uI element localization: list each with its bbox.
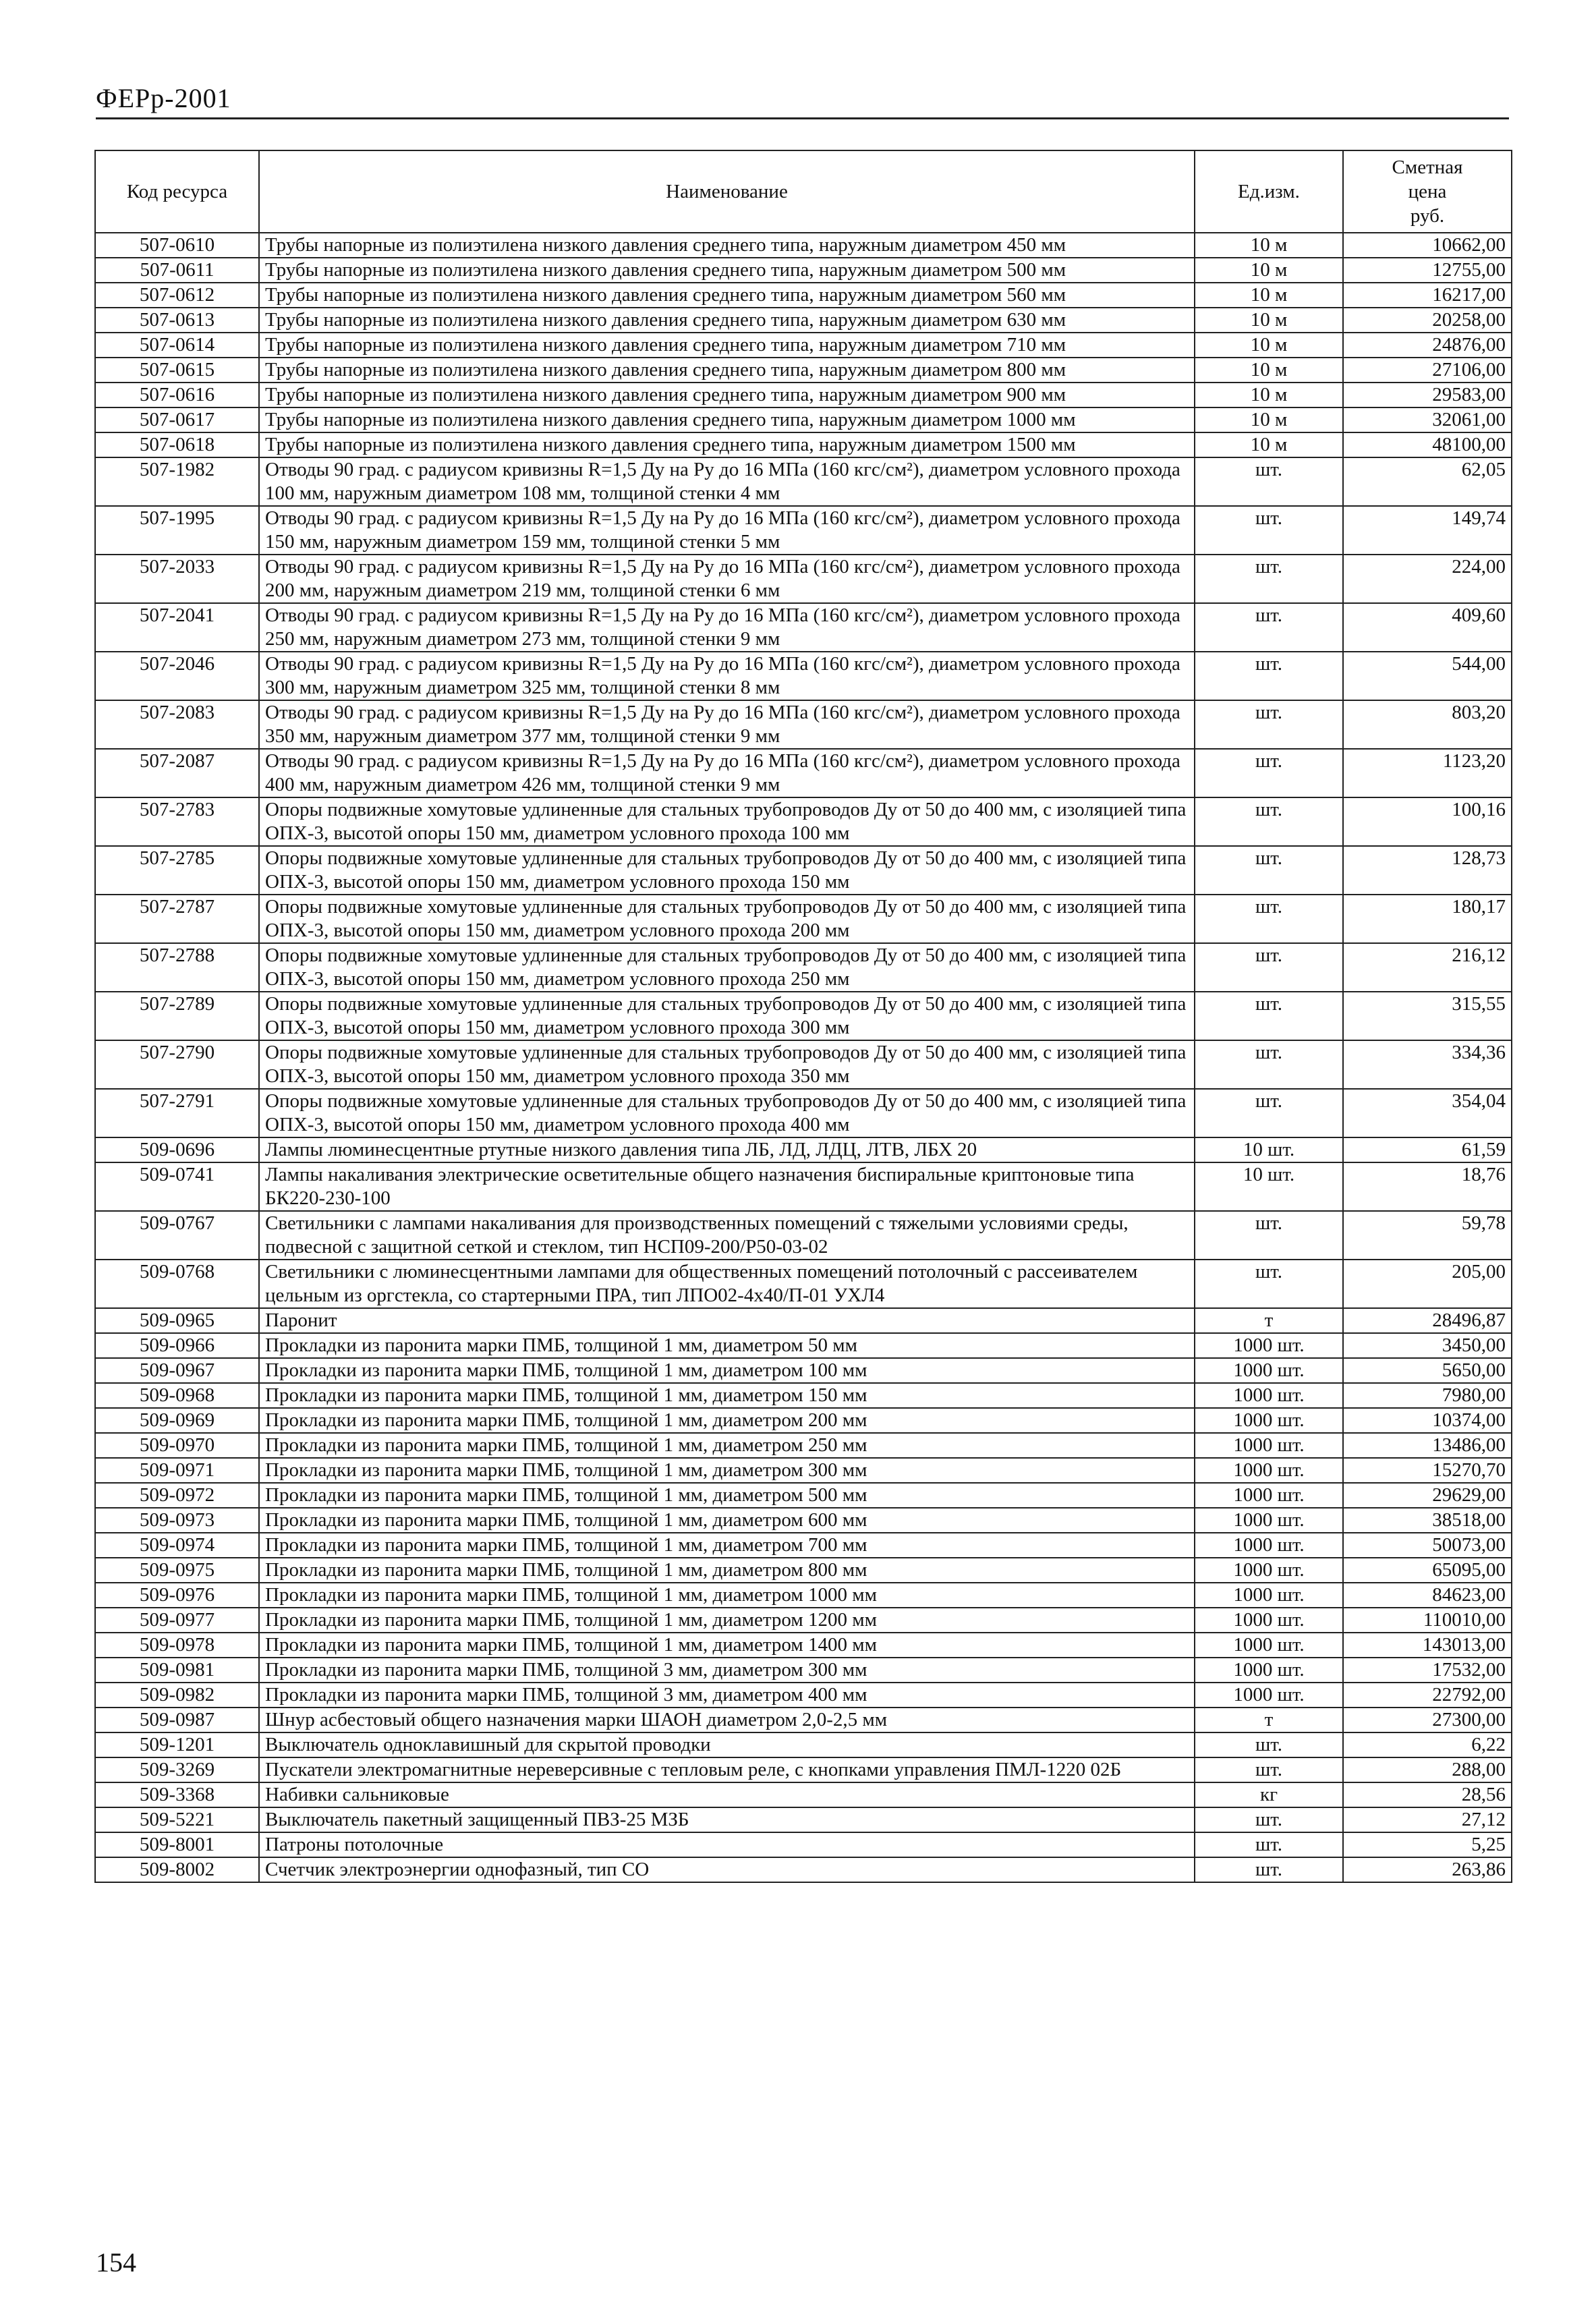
row-price: 5,25 [1343, 1832, 1512, 1857]
row-price: 12755,00 [1343, 258, 1512, 283]
table-row [95, 555, 1512, 603]
row-code: 509-0977 [95, 1608, 259, 1633]
row-code: 509-0982 [95, 1683, 259, 1708]
table-row [95, 1483, 1512, 1508]
row-code: 509-0973 [95, 1508, 259, 1533]
row-unit: 10 м [1195, 283, 1343, 308]
row-code: 509-0972 [95, 1483, 259, 1508]
row-price: 180,17 [1343, 895, 1512, 943]
row-price: 143013,00 [1343, 1633, 1512, 1658]
row-unit: шт. [1195, 1807, 1343, 1832]
row-name: Прокладки из паронита марки ПМБ, толщиной 1 мм, диаметром 200 мм [259, 1408, 1195, 1433]
row-unit: шт. [1195, 1732, 1343, 1757]
row-unit: 1000 шт. [1195, 1358, 1343, 1383]
row-code: 507-0612 [95, 283, 259, 308]
row-name: Трубы напорные из полиэтилена низкого давления среднего типа, наружным диаметром 560 мм [259, 283, 1195, 308]
row-name: Опоры подвижные хомутовые удлиненные для стальных трубопроводов Ду от 50 до 400 мм, с изоляцией типа ОПХ-3, высотой опоры 150 мм, диаметром условного прохода 200 мм [259, 895, 1195, 943]
row-unit: 1000 шт. [1195, 1483, 1343, 1508]
row-unit: шт. [1195, 603, 1343, 652]
table-row [95, 457, 1512, 506]
row-name: Патроны потолочные [259, 1832, 1195, 1857]
row-name: Прокладки из паронита марки ПМБ, толщиной 1 мм, диаметром 500 мм [259, 1483, 1195, 1508]
row-name: Прокладки из паронита марки ПМБ, толщиной 3 мм, диаметром 400 мм [259, 1683, 1195, 1708]
row-code: 509-0971 [95, 1458, 259, 1483]
row-unit: шт. [1195, 457, 1343, 506]
column-header-price-line1: Сметная [1392, 157, 1463, 178]
row-name: Прокладки из паронита марки ПМБ, толщиной 1 мм, диаметром 50 мм [259, 1333, 1195, 1358]
row-code: 509-8001 [95, 1832, 259, 1857]
row-code: 507-0618 [95, 432, 259, 457]
row-code: 509-3368 [95, 1782, 259, 1807]
row-unit: 1000 шт. [1195, 1683, 1343, 1708]
row-unit: 10 м [1195, 432, 1343, 457]
row-price: 18,76 [1343, 1162, 1512, 1211]
table-row [95, 1137, 1512, 1162]
row-unit: шт. [1195, 992, 1343, 1040]
row-code: 509-0741 [95, 1162, 259, 1211]
row-price: 16217,00 [1343, 283, 1512, 308]
row-name: Выключатель пакетный защищенный ПВЗ-25 МЗБ [259, 1807, 1195, 1832]
row-price: 84623,00 [1343, 1583, 1512, 1608]
table-row [95, 1857, 1512, 1882]
column-header-unit: Ед.изм. [1195, 150, 1343, 233]
row-code: 509-3269 [95, 1757, 259, 1782]
row-unit: шт. [1195, 1260, 1343, 1308]
row-unit: 10 м [1195, 308, 1343, 333]
row-price: 803,20 [1343, 700, 1512, 749]
row-name: Прокладки из паронита марки ПМБ, толщиной 1 мм, диаметром 600 мм [259, 1508, 1195, 1533]
table-body [95, 233, 1512, 1882]
row-unit: 10 м [1195, 333, 1343, 358]
row-code: 507-0613 [95, 308, 259, 333]
row-unit: шт. [1195, 1211, 1343, 1260]
row-code: 509-1201 [95, 1732, 259, 1757]
row-code: 507-2787 [95, 895, 259, 943]
resource-price-table [94, 150, 1512, 1883]
row-code: 507-0616 [95, 383, 259, 407]
row-name: Отводы 90 град. с радиусом кривизны R=1,5 Ду на Ру до 16 МПа (160 кгс/см²), диаметром условного прохода 100 мм, наружным диаметром 108 мм, толщиной стенки 4 мм [259, 457, 1195, 506]
table-row [95, 283, 1512, 308]
table-row [95, 1260, 1512, 1308]
table-row [95, 1211, 1512, 1260]
row-unit: шт. [1195, 555, 1343, 603]
row-name: Пускатели электромагнитные нереверсивные с тепловым реле, с кнопками управления ПМЛ-1220 02Б [259, 1757, 1195, 1782]
row-name: Опоры подвижные хомутовые удлиненные для стальных трубопроводов Ду от 50 до 400 мм, с изоляцией типа ОПХ-3, высотой опоры 150 мм, диаметром условного прохода 350 мм [259, 1040, 1195, 1089]
row-unit: 1000 шт. [1195, 1408, 1343, 1433]
row-code: 507-0610 [95, 233, 259, 258]
row-price: 3450,00 [1343, 1333, 1512, 1358]
row-unit: шт. [1195, 1089, 1343, 1137]
row-unit: шт. [1195, 1832, 1343, 1857]
row-name: Трубы напорные из полиэтилена низкого давления среднего типа, наружным диаметром 1000 мм [259, 407, 1195, 432]
row-code: 507-0617 [95, 407, 259, 432]
column-header-price-line2: цена [1408, 181, 1447, 202]
row-name: Прокладки из паронита марки ПМБ, толщиной 1 мм, диаметром 1200 мм [259, 1608, 1195, 1633]
row-code: 507-2790 [95, 1040, 259, 1089]
table-row [95, 1433, 1512, 1458]
row-name: Прокладки из паронита марки ПМБ, толщиной 3 мм, диаметром 300 мм [259, 1658, 1195, 1683]
row-price: 5650,00 [1343, 1358, 1512, 1383]
row-unit: 1000 шт. [1195, 1583, 1343, 1608]
row-price: 62,05 [1343, 457, 1512, 506]
row-code: 509-0970 [95, 1433, 259, 1458]
row-name: Светильники с люминесцентными лампами для общественных помещений потолочный с рассеивателем цельным из оргстекла, со стартерными ПРА, тип ЛПО02-4х40/П-01 УХЛ4 [259, 1260, 1195, 1308]
row-unit: 1000 шт. [1195, 1508, 1343, 1533]
row-unit: 1000 шт. [1195, 1533, 1343, 1558]
row-name: Прокладки из паронита марки ПМБ, толщиной 1 мм, диаметром 1000 мм [259, 1583, 1195, 1608]
row-name: Прокладки из паронита марки ПМБ, толщиной 1 мм, диаметром 150 мм [259, 1383, 1195, 1408]
row-unit: 10 м [1195, 407, 1343, 432]
table-row [95, 358, 1512, 383]
row-code: 507-2788 [95, 943, 259, 992]
table-row [95, 432, 1512, 457]
row-name: Отводы 90 град. с радиусом кривизны R=1,5 Ду на Ру до 16 МПа (160 кгс/см²), диаметром условного прохода 400 мм, наружным диаметром 426 мм, толщиной стенки 9 мм [259, 749, 1195, 797]
row-code: 507-2041 [95, 603, 259, 652]
row-code: 507-2046 [95, 652, 259, 700]
row-name: Отводы 90 град. с радиусом кривизны R=1,5 Ду на Ру до 16 МПа (160 кгс/см²), диаметром условного прохода 300 мм, наружным диаметром 325 мм, толщиной стенки 8 мм [259, 652, 1195, 700]
row-code: 507-0611 [95, 258, 259, 283]
row-name: Паронит [259, 1308, 1195, 1333]
column-header-price [1343, 150, 1512, 233]
row-code: 509-0768 [95, 1260, 259, 1308]
row-name: Трубы напорные из полиэтилена низкого давления среднего типа, наружным диаметром 900 мм [259, 383, 1195, 407]
table-row [95, 700, 1512, 749]
table-row [95, 233, 1512, 258]
table-row [95, 1458, 1512, 1483]
table-row [95, 797, 1512, 846]
table-row [95, 1633, 1512, 1658]
row-name: Трубы напорные из полиэтилена низкого давления среднего типа, наружным диаметром 500 мм [259, 258, 1195, 283]
row-unit: шт. [1195, 895, 1343, 943]
table-row [95, 846, 1512, 895]
row-unit: 10 шт. [1195, 1162, 1343, 1211]
header-rule [96, 117, 1509, 119]
row-code: 507-2083 [95, 700, 259, 749]
row-name: Отводы 90 град. с радиусом кривизны R=1,5 Ду на Ру до 16 МПа (160 кгс/см²), диаметром условного прохода 250 мм, наружным диаметром 273 мм, толщиной стенки 9 мм [259, 603, 1195, 652]
row-name: Прокладки из паронита марки ПМБ, толщиной 1 мм, диаметром 800 мм [259, 1558, 1195, 1583]
row-unit: шт. [1195, 506, 1343, 555]
row-name: Опоры подвижные хомутовые удлиненные для стальных трубопроводов Ду от 50 до 400 мм, с изоляцией типа ОПХ-3, высотой опоры 150 мм, диаметром условного прохода 150 мм [259, 846, 1195, 895]
row-code: 509-0967 [95, 1358, 259, 1383]
table-row [95, 1732, 1512, 1757]
row-price: 24876,00 [1343, 333, 1512, 358]
row-code: 509-0978 [95, 1633, 259, 1658]
row-name: Трубы напорные из полиэтилена низкого давления среднего типа, наружным диаметром 1500 мм [259, 432, 1195, 457]
row-name: Лампы люминесцентные ртутные низкого давления типа ЛБ, ЛД, ЛДЦ, ЛТВ, ЛБХ 20 [259, 1137, 1195, 1162]
row-code: 507-2791 [95, 1089, 259, 1137]
row-name: Прокладки из паронита марки ПМБ, толщиной 1 мм, диаметром 300 мм [259, 1458, 1195, 1483]
row-price: 354,04 [1343, 1089, 1512, 1137]
row-price: 28496,87 [1343, 1308, 1512, 1333]
table-row [95, 1683, 1512, 1708]
row-unit: 1000 шт. [1195, 1383, 1343, 1408]
row-price: 100,16 [1343, 797, 1512, 846]
table-row [95, 1807, 1512, 1832]
row-price: 149,74 [1343, 506, 1512, 555]
row-name: Прокладки из паронита марки ПМБ, толщиной 1 мм, диаметром 100 мм [259, 1358, 1195, 1383]
row-name: Трубы напорные из полиэтилена низкого давления среднего типа, наружным диаметром 450 мм [259, 233, 1195, 258]
row-unit: 1000 шт. [1195, 1633, 1343, 1658]
table-row [95, 1408, 1512, 1433]
row-price: 334,36 [1343, 1040, 1512, 1089]
row-code: 509-0966 [95, 1333, 259, 1358]
row-name: Набивки сальниковые [259, 1782, 1195, 1807]
row-code: 507-2785 [95, 846, 259, 895]
row-price: 224,00 [1343, 555, 1512, 603]
table-row [95, 1782, 1512, 1807]
row-name: Опоры подвижные хомутовые удлиненные для стальных трубопроводов Ду от 50 до 400 мм, с изоляцией типа ОПХ-3, высотой опоры 150 мм, диаметром условного прохода 100 мм [259, 797, 1195, 846]
row-code: 509-0965 [95, 1308, 259, 1333]
row-name: Прокладки из паронита марки ПМБ, толщиной 1 мм, диаметром 700 мм [259, 1533, 1195, 1558]
table-row [95, 895, 1512, 943]
row-price: 20258,00 [1343, 308, 1512, 333]
table-row [95, 407, 1512, 432]
row-code: 509-0696 [95, 1137, 259, 1162]
row-name: Трубы напорные из полиэтилена низкого давления среднего типа, наружным диаметром 800 мм [259, 358, 1195, 383]
row-price: 22792,00 [1343, 1683, 1512, 1708]
row-unit: кг [1195, 1782, 1343, 1807]
row-price: 315,55 [1343, 992, 1512, 1040]
row-name: Отводы 90 град. с радиусом кривизны R=1,5 Ду на Ру до 16 МПа (160 кгс/см²), диаметром условного прохода 350 мм, наружным диаметром 377 мм, толщиной стенки 9 мм [259, 700, 1195, 749]
row-name: Шнур асбестовый общего назначения марки ШАОН диаметром 2,0-2,5 мм [259, 1708, 1195, 1732]
row-code: 509-0987 [95, 1708, 259, 1732]
page-number: 154 [96, 2247, 136, 2278]
row-unit: 1000 шт. [1195, 1658, 1343, 1683]
row-code: 507-2789 [95, 992, 259, 1040]
row-price: 13486,00 [1343, 1433, 1512, 1458]
page-header-title: ФЕРр-2001 [96, 83, 231, 113]
row-unit: т [1195, 1708, 1343, 1732]
row-name: Отводы 90 град. с радиусом кривизны R=1,5 Ду на Ру до 16 МПа (160 кгс/см²), диаметром условного прохода 150 мм, наружным диаметром 159 мм, толщиной стенки 5 мм [259, 506, 1195, 555]
table-row [95, 749, 1512, 797]
row-price: 1123,20 [1343, 749, 1512, 797]
row-price: 27300,00 [1343, 1708, 1512, 1732]
row-unit: шт. [1195, 846, 1343, 895]
row-price: 59,78 [1343, 1211, 1512, 1260]
table-row [95, 992, 1512, 1040]
row-price: 61,59 [1343, 1137, 1512, 1162]
row-price: 38518,00 [1343, 1508, 1512, 1533]
row-price: 17532,00 [1343, 1658, 1512, 1683]
row-unit: шт. [1195, 700, 1343, 749]
row-unit: 10 м [1195, 258, 1343, 283]
row-price: 216,12 [1343, 943, 1512, 992]
table-row [95, 1308, 1512, 1333]
row-price: 48100,00 [1343, 432, 1512, 457]
column-header-name: Наименование [259, 150, 1195, 233]
table-header-row [95, 150, 1512, 233]
row-name: Опоры подвижные хомутовые удлиненные для стальных трубопроводов Ду от 50 до 400 мм, с изоляцией типа ОПХ-3, высотой опоры 150 мм, диаметром условного прохода 400 мм [259, 1089, 1195, 1137]
row-code: 509-0767 [95, 1211, 259, 1260]
column-header-price-line3: руб. [1410, 205, 1445, 227]
row-name: Светильники с лампами накаливания для производственных помещений с тяжелыми условиями среды, подвесной с защитной сеткой и стеклом, тип НСП09-200/Р50-03-02 [259, 1211, 1195, 1260]
row-name: Трубы напорные из полиэтилена низкого давления среднего типа, наружным диаметром 710 мм [259, 333, 1195, 358]
row-code: 509-0974 [95, 1533, 259, 1558]
row-unit: 1000 шт. [1195, 1558, 1343, 1583]
row-price: 32061,00 [1343, 407, 1512, 432]
row-unit: 10 шт. [1195, 1137, 1343, 1162]
row-price: 7980,00 [1343, 1383, 1512, 1408]
row-unit: 10 м [1195, 383, 1343, 407]
table-row [95, 603, 1512, 652]
row-name: Опоры подвижные хомутовые удлиненные для стальных трубопроводов Ду от 50 до 400 мм, с изоляцией типа ОПХ-3, высотой опоры 150 мм, диаметром условного прохода 300 мм [259, 992, 1195, 1040]
table-row [95, 1658, 1512, 1683]
row-unit: 10 м [1195, 233, 1343, 258]
row-price: 27106,00 [1343, 358, 1512, 383]
row-name: Счетчик электроэнергии однофазный, тип СО [259, 1857, 1195, 1882]
row-unit: 1000 шт. [1195, 1608, 1343, 1633]
row-code: 507-1982 [95, 457, 259, 506]
row-code: 509-0969 [95, 1408, 259, 1433]
row-unit: шт. [1195, 749, 1343, 797]
row-name: Прокладки из паронита марки ПМБ, толщиной 1 мм, диаметром 250 мм [259, 1433, 1195, 1458]
row-name: Опоры подвижные хомутовые удлиненные для стальных трубопроводов Ду от 50 до 400 мм, с изоляцией типа ОПХ-3, высотой опоры 150 мм, диаметром условного прохода 250 мм [259, 943, 1195, 992]
table-row [95, 1583, 1512, 1608]
table-row [95, 1832, 1512, 1857]
row-code: 509-0981 [95, 1658, 259, 1683]
row-price: 409,60 [1343, 603, 1512, 652]
row-unit: 1000 шт. [1195, 1333, 1343, 1358]
table-row [95, 258, 1512, 283]
table-row [95, 1358, 1512, 1383]
table-row [95, 652, 1512, 700]
row-price: 110010,00 [1343, 1608, 1512, 1633]
row-unit: т [1195, 1308, 1343, 1333]
column-header-code: Код ресурса [95, 150, 259, 233]
row-price: 65095,00 [1343, 1558, 1512, 1583]
table-row [95, 1608, 1512, 1633]
row-code: 507-2033 [95, 555, 259, 603]
table-row [95, 308, 1512, 333]
row-code: 507-2783 [95, 797, 259, 846]
row-price: 205,00 [1343, 1260, 1512, 1308]
row-name: Трубы напорные из полиэтилена низкого давления среднего типа, наружным диаметром 630 мм [259, 308, 1195, 333]
row-unit: шт. [1195, 1857, 1343, 1882]
table-row [95, 1040, 1512, 1089]
row-unit: шт. [1195, 943, 1343, 992]
table-row [95, 1508, 1512, 1533]
table-row [95, 506, 1512, 555]
row-price: 128,73 [1343, 846, 1512, 895]
row-price: 6,22 [1343, 1732, 1512, 1757]
row-unit: шт. [1195, 797, 1343, 846]
row-name: Прокладки из паронита марки ПМБ, толщиной 1 мм, диаметром 1400 мм [259, 1633, 1195, 1658]
table-row [95, 1383, 1512, 1408]
table-row [95, 1089, 1512, 1137]
row-unit: 1000 шт. [1195, 1433, 1343, 1458]
table-row [95, 1533, 1512, 1558]
row-unit: 10 м [1195, 358, 1343, 383]
row-code: 507-0614 [95, 333, 259, 358]
row-price: 50073,00 [1343, 1533, 1512, 1558]
row-price: 10662,00 [1343, 233, 1512, 258]
row-code: 509-8002 [95, 1857, 259, 1882]
row-code: 509-5221 [95, 1807, 259, 1832]
row-price: 263,86 [1343, 1857, 1512, 1882]
row-price: 29629,00 [1343, 1483, 1512, 1508]
table-row [95, 1757, 1512, 1782]
row-unit: 1000 шт. [1195, 1458, 1343, 1483]
row-unit: шт. [1195, 652, 1343, 700]
table-row [95, 383, 1512, 407]
row-price: 15270,70 [1343, 1458, 1512, 1483]
table-row [95, 943, 1512, 992]
row-code: 507-0615 [95, 358, 259, 383]
row-price: 27,12 [1343, 1807, 1512, 1832]
row-unit: шт. [1195, 1040, 1343, 1089]
table-row [95, 1333, 1512, 1358]
row-price: 29583,00 [1343, 383, 1512, 407]
row-name: Лампы накаливания электрические осветительные общего назначения биспиральные криптоновые типа БК220-230-100 [259, 1162, 1195, 1211]
row-code: 507-1995 [95, 506, 259, 555]
row-price: 28,56 [1343, 1782, 1512, 1807]
row-price: 288,00 [1343, 1757, 1512, 1782]
row-unit: шт. [1195, 1757, 1343, 1782]
row-code: 509-0975 [95, 1558, 259, 1583]
row-code: 509-0976 [95, 1583, 259, 1608]
row-code: 509-0968 [95, 1383, 259, 1408]
table-row [95, 333, 1512, 358]
row-price: 10374,00 [1343, 1408, 1512, 1433]
table-row [95, 1162, 1512, 1211]
row-name: Отводы 90 град. с радиусом кривизны R=1,5 Ду на Ру до 16 МПа (160 кгс/см²), диаметром условного прохода 200 мм, наружным диаметром 219 мм, толщиной стенки 6 мм [259, 555, 1195, 603]
table-row [95, 1558, 1512, 1583]
row-name: Выключатель одноклавишный для скрытой проводки [259, 1732, 1195, 1757]
row-code: 507-2087 [95, 749, 259, 797]
table-row [95, 1708, 1512, 1732]
row-price: 544,00 [1343, 652, 1512, 700]
